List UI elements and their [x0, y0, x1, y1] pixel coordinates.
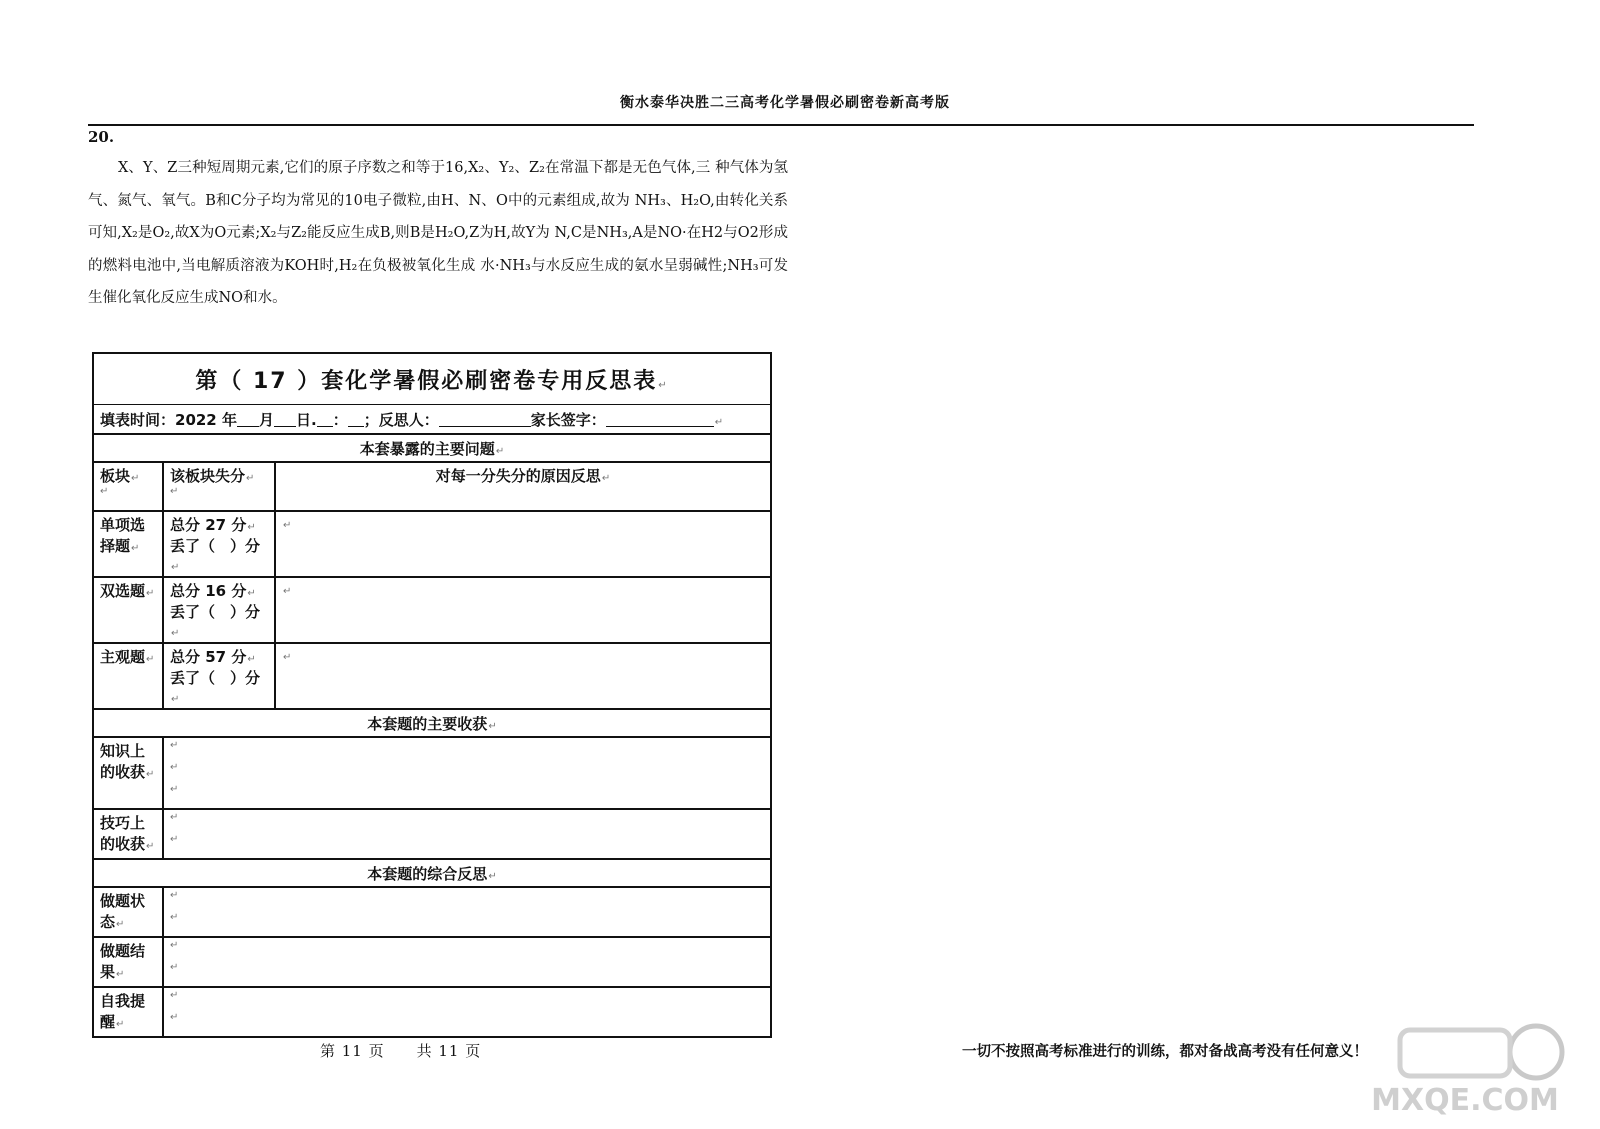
reflection-table: [92, 352, 772, 1038]
footer-slogan: 一切不按照高考标准进行的训练，都对备战高考没有任何意义！: [962, 1044, 1368, 1060]
header-lost: 该板块失分↵ ↵: [163, 462, 275, 511]
fill-reflector-label: ；反思人：: [363, 410, 439, 429]
fill-day-label: 日.: [296, 410, 317, 429]
parent-signature-blank[interactable]: [606, 412, 714, 427]
header-divider: [88, 124, 1474, 126]
row-score: 总分 16 分↵ 丢了（ ）分↵: [163, 577, 275, 643]
fill-time-label: 填表时间：2022 年: [100, 410, 237, 429]
reflection-field[interactable]: ↵ ↵: [163, 937, 771, 987]
row-score: 总分 27 分↵ 丢了（ ）分↵: [163, 511, 275, 577]
day-blank[interactable]: [274, 412, 296, 427]
reflection-label: 做题状态↵: [93, 887, 163, 937]
page-number: 第 11 页 共 11 页: [320, 1042, 482, 1060]
reflector-blank[interactable]: [439, 412, 531, 427]
row-block-label: 单项选择题↵: [93, 511, 163, 577]
table-row: [93, 887, 771, 937]
answer-line: 水·NH₃与水反应生成的氨水呈弱碱性;NH₃可发生催化氧化反应生成NO和水。: [88, 257, 788, 306]
reflection-label: 做题结果↵: [93, 937, 163, 987]
answer-line: 种气体为氢气、氮气、氧气。B和C分子均为常见的10电子微粒,由H、N、O中的元素组成,故为: [88, 160, 789, 209]
row-block-label: 主观题↵: [93, 643, 163, 709]
gain-label: 技巧上的收获↵: [93, 809, 163, 859]
reflection-label: 自我提醒↵: [93, 987, 163, 1037]
month-blank[interactable]: [237, 412, 259, 427]
section-heading-problems: 本套暴露的主要问题↵: [93, 434, 771, 462]
fill-month-label: 月: [258, 410, 274, 429]
table-row: [93, 577, 771, 643]
hour-blank[interactable]: [317, 412, 333, 427]
answer-stamp-icon: [1360, 1010, 1570, 1120]
answer-line: NH₃、H₂O,由转化关系可知,X₂是O₂,故X为O元素;X₂与Z₂能反应生成B,则B是H₂O,Z为H,故Y为: [88, 192, 789, 241]
header-block: 板块↵ ↵: [93, 462, 163, 511]
reflection-field[interactable]: ↵ ↵: [163, 987, 771, 1037]
table-title: 第（ 17 ）套化学暑假必刷密卷专用反思表↵: [93, 353, 771, 405]
minute-blank[interactable]: [348, 412, 364, 427]
answer-line: N,C是NH₃,A是NO·在H2与O2形成的燃料电池中,当电解质溶液为KOH时,H₂在负极被氧化生成: [88, 225, 788, 274]
gain-field[interactable]: ↵ ↵ ↵: [163, 737, 771, 809]
reflection-field[interactable]: ↵ ↵: [163, 887, 771, 937]
table-row: [93, 643, 771, 709]
header-title: 衡水泰华决胜二三高考化学暑假必刷密卷新高考版: [620, 95, 950, 111]
table-row: [93, 937, 771, 987]
gain-field[interactable]: ↵ ↵: [163, 809, 771, 859]
row-block-label: 双选题↵: [93, 577, 163, 643]
table-row: [93, 987, 771, 1037]
table-row: [93, 737, 771, 809]
answer-paragraph: [88, 152, 788, 315]
table-row: [93, 511, 771, 577]
section-heading-reflection: 本套题的综合反思↵: [93, 859, 771, 887]
fill-colon: ：: [332, 410, 348, 429]
section-heading-gains: 本套题的主要收获↵: [93, 709, 771, 737]
row-score: 总分 57 分↵ 丢了（ ）分↵: [163, 643, 275, 709]
gain-label: 知识上的收获↵: [93, 737, 163, 809]
row-reason-field[interactable]: ↵: [275, 577, 771, 643]
answer-line: X、Y、Z三种短周期元素,它们的原子序数之和等于16,X₂、Y₂、Z₂在常温下都是无色气体,三: [118, 160, 711, 176]
row-reason-field[interactable]: ↵: [275, 643, 771, 709]
table-row: [93, 809, 771, 859]
fill-line: 填表时间：2022 年 月 日. ： ；反思人： 家长签字： ↵: [93, 405, 771, 435]
fill-parent-label: 家长签字：: [530, 410, 606, 429]
question-number: 20.: [88, 128, 115, 146]
watermark-text: MXQE.COM: [1371, 1083, 1559, 1118]
header-reason: 对每一分失分的原因反思↵: [275, 462, 771, 511]
row-reason-field[interactable]: ↵: [275, 511, 771, 577]
